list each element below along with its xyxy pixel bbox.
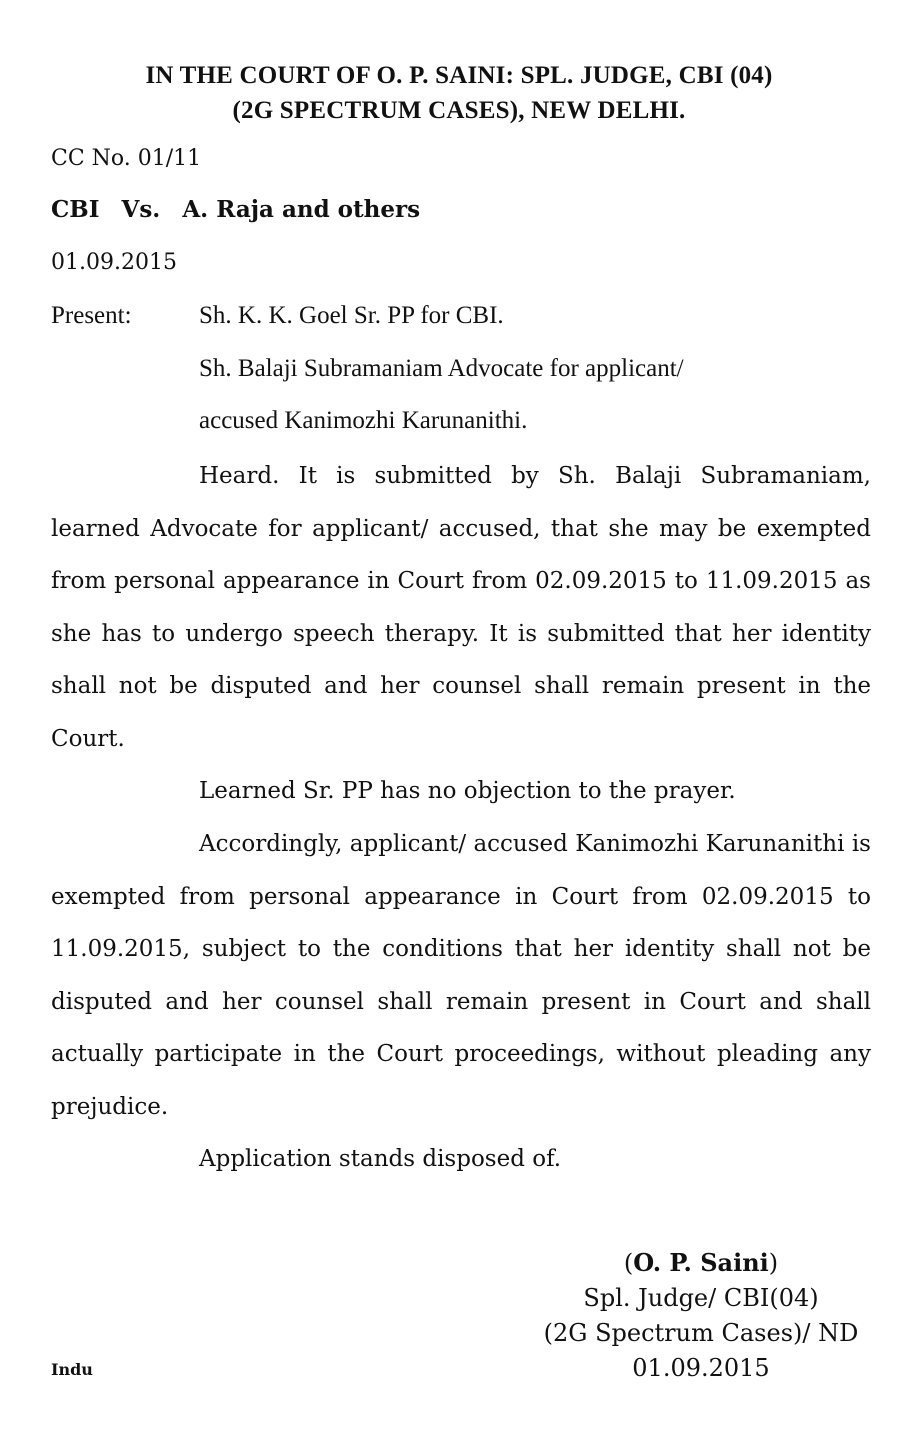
paragraph-no-objection: [51, 765, 871, 818]
order-date: 01.09.2015: [51, 250, 177, 275]
present-line: Sh. K. K. Goel Sr. PP for CBI.: [199, 302, 504, 329]
petitioner: CBI: [51, 196, 100, 223]
court-header-line-2: (2G SPECTRUM CASES), NEW DELHI.: [232, 97, 686, 124]
judge-name: O. P. Saini: [633, 1248, 769, 1277]
paragraph-text: Accordingly, applicant/ accused Kanimozhi Karunanithi is exempted from personal appearance in Court from 02.09.2015 to 11.09.2015, subject to the conditions that her identity shall not be disputed and her counsel shall remain present in Court and shall actually participate in the Court proceedings, without pleading any prejudice.: [51, 831, 871, 1120]
present-line: accused Kanimozhi Karunanithi.: [199, 407, 528, 434]
signature-block: [520, 1245, 882, 1386]
judge-name-line: [520, 1245, 882, 1281]
typist-initials: Indu: [51, 1360, 93, 1379]
paren: ): [768, 1249, 779, 1277]
paragraph-submission: [51, 450, 871, 766]
court-header-line-1: IN THE COURT OF O. P. SAINI: SPL. JUDGE, CBI (04): [145, 62, 773, 89]
paragraph-order: [51, 818, 871, 1134]
judge-designation: Spl. Judge/ CBI(04): [583, 1284, 819, 1312]
present-label: Present:: [51, 302, 132, 329]
paren: (: [623, 1249, 634, 1277]
versus: Vs.: [121, 196, 161, 223]
paragraph-text: Heard. It is submitted by Sh. Balaji Subramaniam, learned Advocate for applicant/ accused, that she may be exempted from personal appearance in Court from 02.09.2015 to 11.09.2015 as she has to undergo speech therapy. It is submitted that her identity shall not be disputed and her counsel shall remain present in the Court.: [51, 463, 871, 752]
case-title: [51, 196, 420, 223]
paragraph-text: Learned Sr. PP has no objection to the prayer.: [199, 778, 736, 804]
paragraph-disposal: [51, 1133, 871, 1186]
present-line: Sh. Balaji Subramaniam Advocate for applicant/: [199, 355, 684, 382]
respondent: A. Raja and others: [182, 196, 421, 223]
paragraph-text: Application stands disposed of.: [199, 1146, 562, 1172]
signature-date: 01.09.2015: [632, 1354, 770, 1382]
case-number: CC No. 01/11: [51, 146, 202, 171]
judge-court: (2G Spectrum Cases)/ ND: [543, 1319, 859, 1347]
court-header: [0, 58, 918, 128]
